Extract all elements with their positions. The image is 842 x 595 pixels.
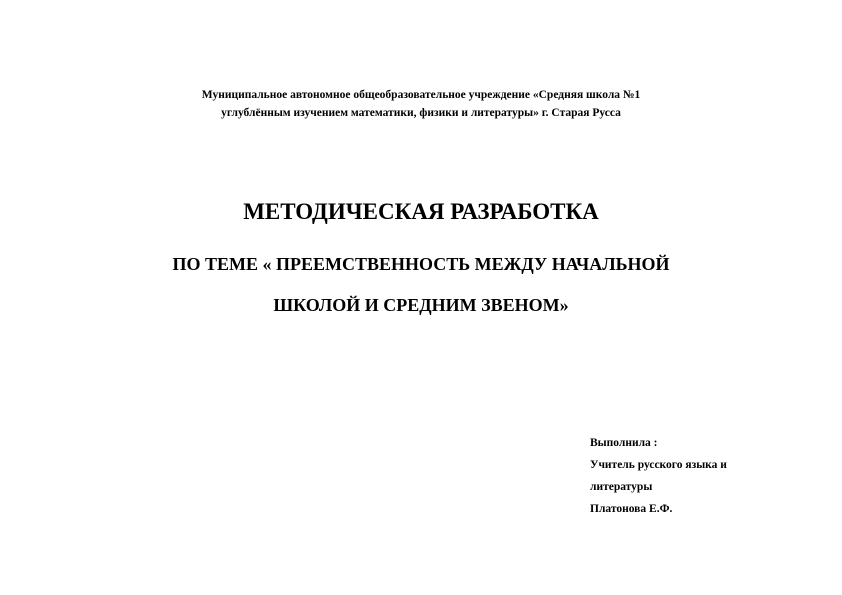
document-subtitle-line-2: ШКОЛОЙ И СРЕДНИМ ЗВЕНОМ»: [273, 295, 569, 315]
author-name: Платонова Е.Ф.: [590, 503, 673, 515]
institution-name-line-2: углублённым изучением математики, физики и литературы» г. Старая Русса: [221, 107, 621, 119]
author-block: [590, 432, 790, 520]
institution-header: [100, 86, 742, 122]
institution-name-line-1: Муниципальное автономное общеобразовательное учреждение «Средняя школа №1: [201, 89, 641, 101]
document-subtitle-line-1: ПО ТЕМЕ « ПРЕЕМСТВЕННОСТЬ МЕЖДУ НАЧАЛЬНОЙ: [172, 254, 670, 274]
author-label: Выполнила :: [590, 437, 658, 449]
author-position-line-1: Учитель русского языка и: [590, 459, 727, 471]
document-title: МЕТОДИЧЕСКАЯ РАЗРАБОТКА: [243, 199, 599, 224]
author-position-line-2: литературы: [590, 481, 653, 493]
